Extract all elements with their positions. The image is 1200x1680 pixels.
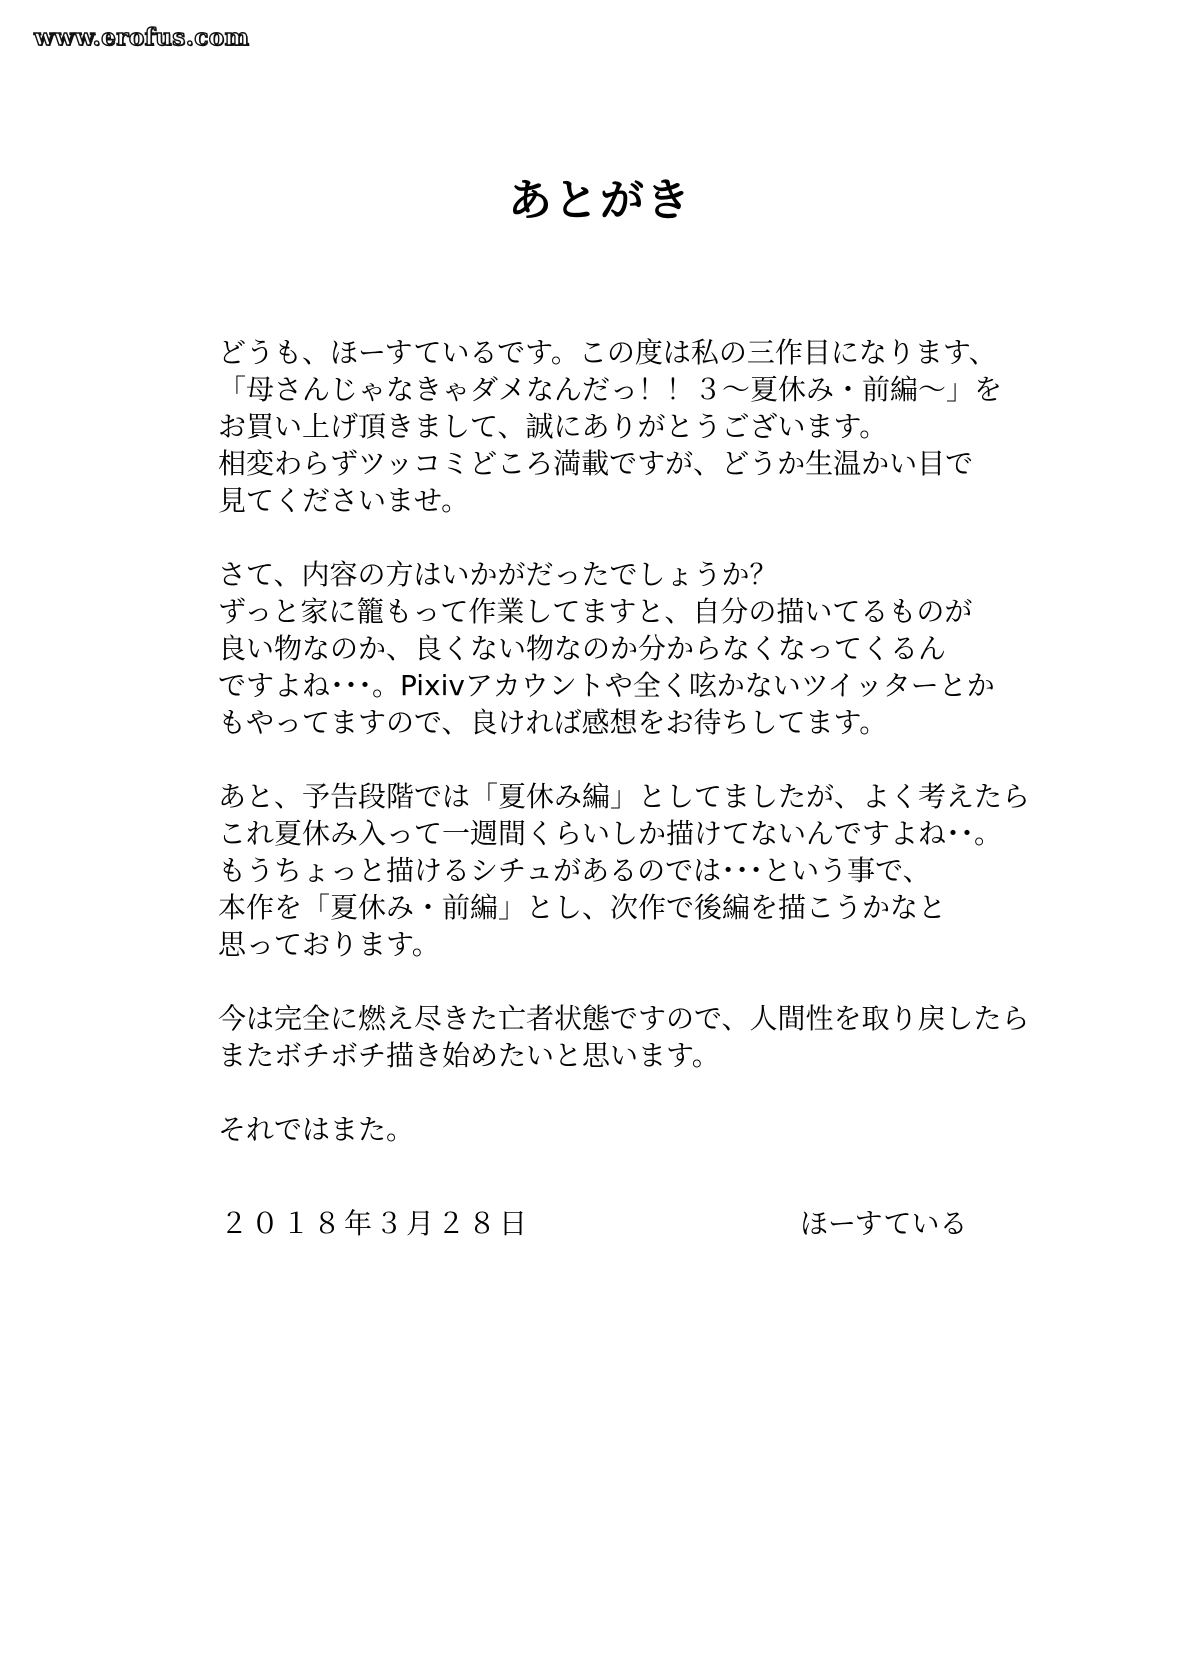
text-line: これ夏休み入って一週間くらいしか描けてないんですよね･･。	[218, 817, 1003, 850]
text-line: もうちょっと描けるシチュがあるのでは･･･という事で、	[218, 854, 931, 887]
text-line: 今は完全に燃え尽きた亡者状態ですので、人間性を取り戻したら	[218, 1002, 1030, 1035]
text-line: あと、予告段階では「夏休み編」としてましたが、よく考えたら	[218, 780, 1031, 813]
text-line: またボチボチ描き始めたいと思います。	[218, 1039, 720, 1072]
text-line: 見てくださいませ。	[218, 484, 470, 517]
paragraph-3	[218, 778, 1118, 963]
text-line: 本作を「夏休み・前編」とし、次作で後編を描こうかなと	[218, 891, 947, 924]
text-line: どうも、ほーすているです。この度は私の三作目になります、	[218, 336, 997, 369]
text-line: ですよね･･･。Pixivアカウントや全く呟かないツイッターとか	[218, 669, 995, 702]
text-line: さて、内容の方はいかがだったでしょうか？	[218, 558, 778, 591]
page-title: あとがき	[508, 175, 692, 227]
site-watermark: www.erofus.com	[34, 24, 250, 51]
text-line: 「母さんじゃなきゃダメなんだっ！！３～夏休み・前編～」を	[218, 373, 1003, 406]
text-line: ずっと家に籠もって作業してますと、自分の描いてるものが	[218, 595, 973, 628]
date-stamp: ２０１８年３月２８日	[220, 1207, 531, 1240]
paragraph-4	[218, 1000, 1118, 1074]
text-line: 思っております。	[218, 928, 440, 961]
text-line: お買い上げ頂きまして、誠にありがとうございます。	[218, 410, 888, 443]
text-line: もやってますので、良ければ感想をお待ちしてます。	[218, 706, 888, 739]
paragraph-1	[218, 334, 1118, 519]
text-line: それではまた。	[218, 1113, 415, 1146]
text-line: 相変わらずツッコミどころ満載ですが、どうか生温かい目で	[218, 447, 974, 480]
text-line: 良い物なのか、良くない物なのか分からなくなってくるん	[218, 632, 947, 665]
afterword-body	[218, 334, 1118, 1185]
paragraph-5	[218, 1111, 1118, 1148]
author-signature: ほーすている	[800, 1207, 968, 1240]
paragraph-2	[218, 556, 1118, 741]
